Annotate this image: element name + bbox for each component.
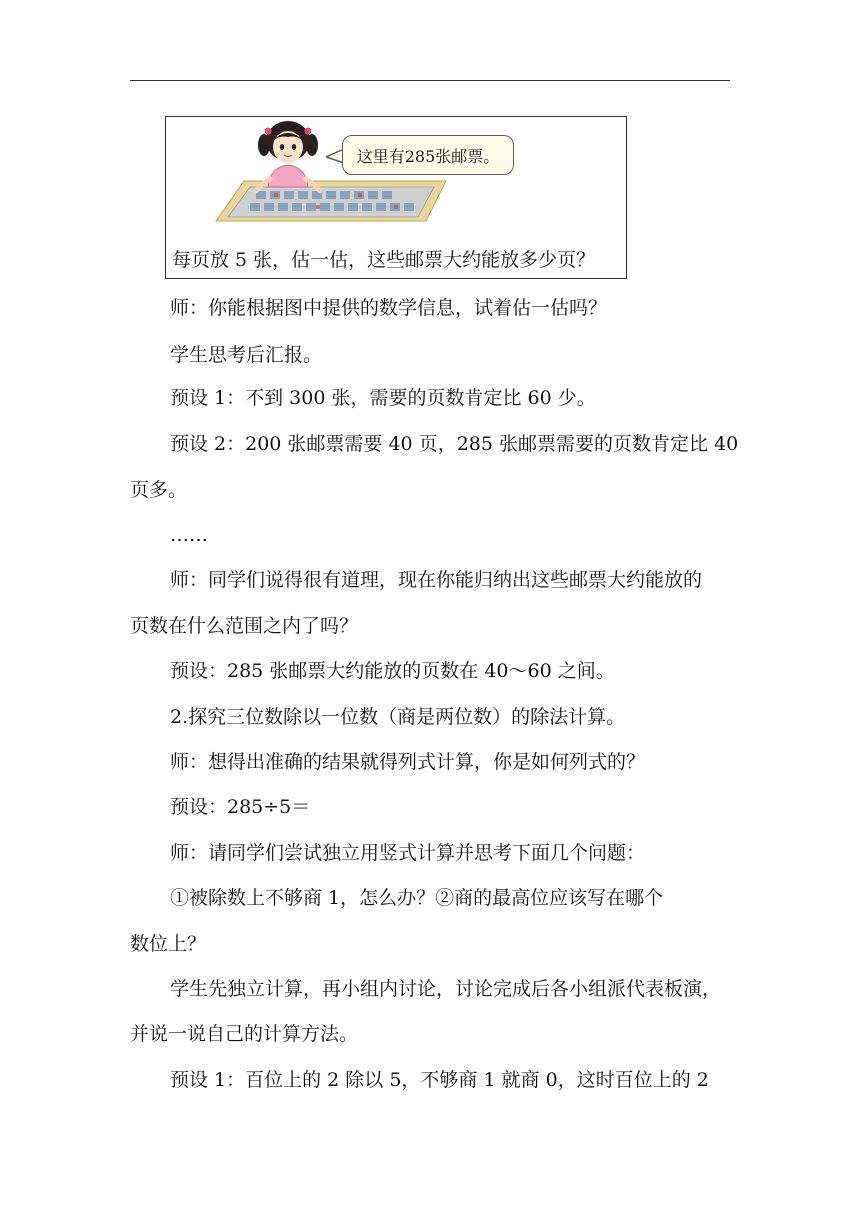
- paragraph-line: 预设：285 张邮票大约能放的页数在 40～60 之间。: [170, 660, 615, 682]
- figure-caption: 每页放 5 张，估一估，这些邮票大约能放多少页？: [172, 249, 596, 271]
- paragraph-line: 页数在什么范围之内了吗？: [130, 615, 359, 637]
- paragraph-line: 师：想得出准确的结果就得列式计算，你是如何列式的？: [170, 751, 646, 773]
- paragraph-line: 师：同学们说得很有道理，现在你能归纳出这些邮票大约能放的: [170, 569, 703, 591]
- paragraph-line: 数位上？: [130, 933, 207, 955]
- paragraph-line: ①被除数上不够商 1，怎么办？②商的最高位应该写在哪个: [170, 887, 664, 909]
- stamp-figure: [165, 116, 627, 279]
- header-rule: [130, 80, 730, 81]
- paragraph-line: 预设：285÷5＝: [170, 796, 311, 818]
- paragraph-line: 学生思考后汇报。: [170, 344, 323, 366]
- paragraph-line: 预设 2：200 张邮票需要 40 页，285 张邮票需要的页数肯定比 40: [170, 433, 739, 455]
- paragraph-line: 预设 1：不到 300 张，需要的页数肯定比 60 少。: [170, 387, 596, 409]
- paragraph-line: 师：你能根据图中提供的数学信息，试着估一估吗？: [170, 297, 608, 319]
- paragraph-line: 页多。: [130, 479, 188, 501]
- paragraph-line: 预设 1：百位上的 2 除以 5，不够商 1 就商 0，这时百位上的 2: [170, 1069, 709, 1091]
- paragraph-line: 师：请同学们尝试独立用竖式计算并思考下面几个问题：: [170, 842, 646, 864]
- speech-bubble: 这里有285张邮票。: [342, 135, 514, 175]
- paragraph-line: 并说一说自己的计算方法。: [130, 1023, 359, 1045]
- paragraph-line: ……: [170, 524, 208, 546]
- paragraph-line: 2.探究三位数除以一位数（商是两位数）的除法计算。: [170, 706, 626, 728]
- paragraph-line: 学生先独立计算，再小组内讨论，讨论完成后各小组派代表板演，: [170, 978, 722, 1000]
